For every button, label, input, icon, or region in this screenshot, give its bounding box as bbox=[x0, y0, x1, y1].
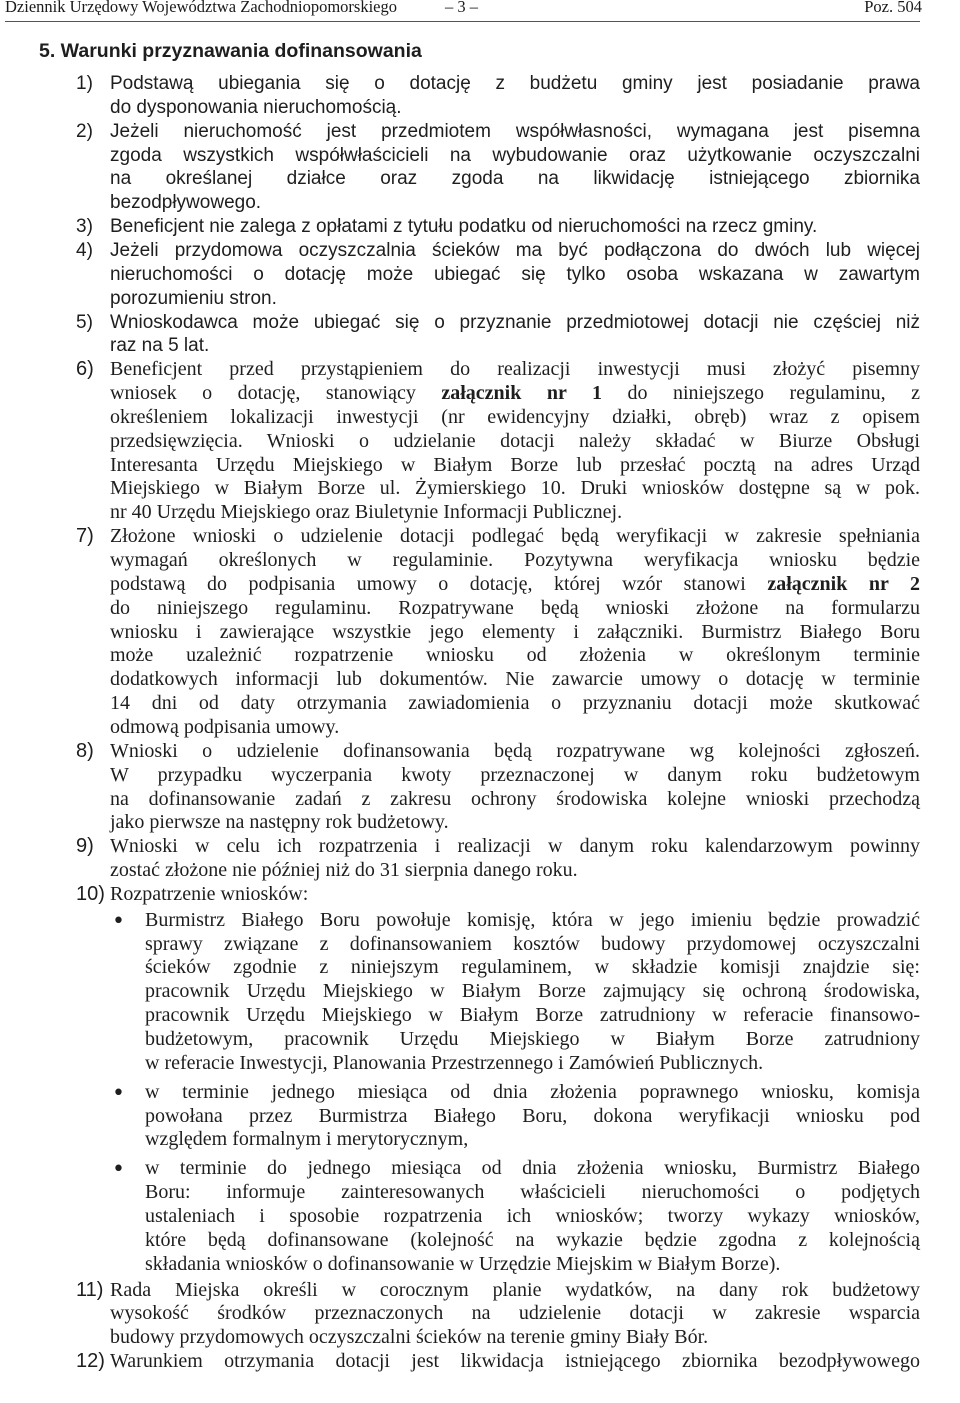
line-text: powołana przez Burmistrza Białego Boru, dokona weryfikacji wniosku pod bbox=[145, 1104, 920, 1127]
text-line bbox=[145, 1081, 920, 1105]
text-line bbox=[110, 811, 449, 835]
line-text: Podstawą ubiegania się o dotację z budżetu gminy jest posiadanie prawa bbox=[110, 73, 920, 94]
line-text: Złożone wnioski o udzielenie dotacji podlegać będą weryfikacji w zakresie spełniania bbox=[110, 525, 920, 548]
text-line bbox=[110, 597, 920, 621]
item-number: 9) bbox=[76, 835, 94, 858]
item-number: 3) bbox=[76, 216, 93, 238]
line-text: składania wniosków o dofinansowanie w Urzędzie Miejskim w Białym Borze). bbox=[145, 1252, 781, 1275]
line-text: które będą dofinansowane (kolejność na wykazie będzie zgodna z kolejnością bbox=[145, 1228, 920, 1251]
text-line bbox=[110, 144, 920, 168]
line-bold-text: załącznik nr 1 bbox=[441, 382, 602, 405]
text-line bbox=[110, 334, 209, 358]
line-text: do niniejszego regulaminu, z bbox=[627, 382, 921, 405]
text-line bbox=[110, 549, 920, 573]
text-line bbox=[145, 909, 920, 933]
text-line bbox=[110, 311, 920, 335]
line-text: w terminie do jednego miesiąca od dnia złożenia wniosku, Burmistrz Białego bbox=[145, 1157, 920, 1180]
text-line bbox=[110, 668, 920, 692]
line-text: w referacie Inwestycji, Planowania Przestrzennego i Zamówień Publicznych. bbox=[145, 1051, 764, 1074]
line-text: do niniejszego regulaminu. Rozpatrywane będą wnioski złożone na formularzu bbox=[110, 596, 920, 619]
text-line bbox=[145, 1028, 920, 1052]
text-line bbox=[110, 382, 920, 406]
text-line bbox=[110, 859, 578, 883]
text-line bbox=[145, 980, 920, 1004]
text-line bbox=[110, 215, 817, 239]
item-number: 8) bbox=[76, 739, 94, 762]
line-text: Miejskiego w Białym Borze ul. Żymierskiego 10. Druki wniosków dostępne są w pok. bbox=[110, 477, 920, 500]
text-line bbox=[145, 1105, 920, 1129]
text-line bbox=[110, 1326, 708, 1350]
item-number: 10) bbox=[76, 882, 105, 905]
text-line bbox=[110, 621, 920, 645]
line-text: może uzależnić rozpatrzenie wniosku od złożenia w określonym terminie bbox=[110, 644, 920, 667]
text-line bbox=[110, 120, 920, 144]
line-text: do dysponowania nieruchomością. bbox=[110, 96, 402, 118]
journal-title: Dziennik Urzędowy Województwa Zachodniopomorskiego bbox=[5, 0, 397, 16]
line-text: na dofinansowanie zadań z zakresu ochrony środowiska kolejne wnioski przechodzą bbox=[110, 787, 920, 810]
text-line bbox=[145, 1181, 920, 1205]
line-text: wniosek o dotację, stanowiący bbox=[110, 382, 416, 405]
text-line bbox=[145, 1004, 920, 1028]
line-text: Jeżeli nieruchomość jest przedmiotem współwłasności, wymagana jest pisemna bbox=[110, 120, 920, 142]
text-line bbox=[110, 358, 920, 382]
line-text: Wnioski o udzielenie dofinansowania będą rozpatrywane wg kolejności zgłoszeń. bbox=[110, 739, 920, 762]
text-line bbox=[110, 191, 261, 215]
line-text: pracownik Urzędu Miejskiego w Białym Borze zatrudniony w referacie finansowo- bbox=[145, 1004, 920, 1027]
line-text: W przypadku wyczerpania kwoty przeznaczonej w danym roku budżetowym bbox=[110, 763, 920, 786]
item-number: 2) bbox=[76, 120, 93, 142]
line-text: 14 dni od daty otrzymania zawiadomienia o przyznaniu dotacji może skutkować bbox=[110, 692, 920, 715]
line-text: nieruchomości o dotację może ubiegać się tylko osoba wskazana w zawartym bbox=[110, 263, 920, 285]
text-line bbox=[110, 740, 920, 764]
text-line bbox=[110, 692, 920, 716]
position-number: Poz. 504 bbox=[864, 0, 922, 16]
line-text: sprawy związane z dofinansowaniem kosztów budowy przydomowej oczyszczalni bbox=[145, 932, 920, 955]
text-line bbox=[145, 1128, 468, 1152]
line-text: budowy przydomowych oczyszczalni ścieków na terenie gminy Biały Bór. bbox=[110, 1326, 709, 1349]
item-number: 11) bbox=[76, 1278, 104, 1301]
text-line bbox=[110, 1279, 920, 1303]
text-line bbox=[110, 716, 339, 740]
text-line bbox=[145, 956, 920, 980]
line-text: zgoda wszystkich współwłaścicieli na wybudowanie oraz użytkowanie oczyszczalni bbox=[110, 144, 920, 166]
line-text: jako pierwsze na następny rok budżetowy. bbox=[110, 811, 449, 834]
text-line bbox=[110, 406, 920, 430]
section-title: 5. Warunki przyznawania dofinansowania bbox=[39, 40, 422, 62]
line-text: na określanej działce oraz zgoda na likwidację istniejącego zbiornika bbox=[110, 168, 920, 190]
text-line bbox=[145, 1052, 763, 1076]
line-text: wniosku i zawierające wszystkie jego elementy i załączniki. Burmistrz Białego Boru bbox=[110, 620, 920, 643]
text-line bbox=[110, 287, 277, 311]
line-text: względem formalnym i merytorycznym, bbox=[145, 1128, 469, 1151]
text-line bbox=[110, 167, 920, 191]
header-rule bbox=[5, 21, 920, 22]
text-line bbox=[110, 72, 920, 96]
text-line bbox=[110, 430, 920, 454]
text-line bbox=[110, 1302, 920, 1326]
line-text: określeniem lokalizacji inwestycji (nr ewidencyjny działki, obręb) wraz z opisem bbox=[110, 405, 920, 428]
line-text: pracownik Urzędu Miejskiego w Białym Borze zajmujący się ochroną środowiska, bbox=[145, 980, 920, 1003]
item-number: 5) bbox=[76, 311, 93, 333]
text-line bbox=[145, 1253, 780, 1277]
line-text: dodatkowych informacji lub dokumentów. Nie zawarcie umowy o dotację w terminie bbox=[110, 668, 920, 691]
text-line bbox=[145, 1229, 920, 1253]
line-text: raz na 5 lat. bbox=[110, 335, 210, 357]
item-number: 12) bbox=[76, 1350, 105, 1373]
text-line bbox=[110, 1350, 920, 1374]
line-text: Rozpatrzenie wniosków: bbox=[110, 882, 309, 905]
line-text: odmową podpisania umowy. bbox=[110, 715, 340, 738]
bullet-icon bbox=[112, 915, 126, 929]
line-text: bezodpływowego. bbox=[110, 192, 262, 214]
page-header bbox=[5, 0, 922, 21]
line-text: Wnioski w celu ich rozpatrzenia i realizacji w danym roku kalendarzowym powinny bbox=[110, 835, 920, 858]
line-bold-text: załącznik nr 2 bbox=[767, 572, 921, 595]
line-text: ścieków zgodnie z niniejszym regulaminem, w składzie komisji znajdzie się: bbox=[145, 956, 920, 979]
item-number: 6) bbox=[76, 358, 94, 381]
line-text: Warunkiem otrzymania dotacji jest likwidacja istniejącego zbiornika bezodpływowego bbox=[110, 1350, 920, 1373]
line-text: Wnioskodawca może ubiegać się o przyznanie przedmiotowej dotacji nie częściej niż bbox=[110, 311, 920, 333]
line-text: Rada Miejska określi w corocznym planie wydatków, na dany rok budżetowy bbox=[110, 1278, 920, 1301]
line-text: w terminie jednego miesiąca od dnia złożenia poprawnego wniosku, komisja bbox=[145, 1080, 920, 1103]
bullet-icon bbox=[112, 1087, 126, 1101]
text-line bbox=[110, 501, 622, 525]
text-line bbox=[110, 788, 920, 812]
text-line bbox=[110, 263, 920, 287]
text-line bbox=[145, 933, 920, 957]
text-line bbox=[110, 96, 402, 120]
text-line bbox=[145, 1205, 920, 1229]
item-number: 4) bbox=[76, 239, 93, 261]
line-text: ustaleniach i sposobie rozpatrzenia ich wniosków; tworzy wykazy wniosków, bbox=[145, 1204, 920, 1227]
line-text: Interesanta Urzędu Miejskiego w Białym Borze lub przesłać pocztą na adres Urząd bbox=[110, 453, 920, 476]
text-line bbox=[110, 477, 920, 501]
line-text: zostać złożone nie później niż do 31 sierpnia danego roku. bbox=[110, 859, 578, 882]
line-text: Beneficjent przed przystąpieniem do realizacji inwestycji musi złożyć pisemny bbox=[110, 358, 920, 381]
line-text: wymagań określonych w regulaminie. Pozytywna weryfikacja wniosku będzie bbox=[110, 549, 920, 571]
line-text: porozumieniu stron. bbox=[110, 287, 277, 309]
line-text: Burmistrz Białego Boru powołuje komisję, która w jego imieniu będzie prowadzić bbox=[145, 908, 920, 931]
text-line bbox=[110, 644, 920, 668]
text-line bbox=[110, 239, 920, 263]
line-text: budżetowym, pracownik Urzędu Miejskiego w Białym Borze zatrudniony bbox=[145, 1028, 920, 1050]
text-line bbox=[110, 573, 920, 597]
text-line bbox=[110, 883, 308, 907]
bullet-icon bbox=[112, 1163, 126, 1177]
text-line bbox=[110, 454, 920, 478]
line-text: Beneficjent nie zalega z opłatami z tytułu podatku od nieruchomości na rzecz gminy. bbox=[110, 216, 818, 238]
text-line bbox=[110, 525, 920, 549]
text-line bbox=[145, 1157, 920, 1181]
item-number: 1) bbox=[76, 73, 93, 94]
line-text: przedsięwzięcia. Wnioski o udzielanie dotacji należy składać w Biurze Obsługi bbox=[110, 429, 920, 452]
line-text: nr 40 Urzędu Miejskiego oraz Biuletynie Informacji Publicznej. bbox=[110, 501, 623, 524]
page-number: – 3 – bbox=[445, 0, 478, 16]
line-text: wysokość środków przeznaczonych na udzielenie dotacji w zakresie wsparcia bbox=[110, 1302, 920, 1325]
item-number: 7) bbox=[76, 525, 94, 548]
text-line bbox=[110, 835, 920, 859]
line-text: podstawą do podpisania umowy o dotację, której wzór stanowi bbox=[110, 572, 746, 595]
line-text: Jeżeli przydomowa oczyszczalnia ścieków ma być podłączona do dwóch lub więcej bbox=[110, 239, 920, 261]
text-line bbox=[110, 764, 920, 788]
line-text: Boru: informuje zainteresowanych właścicieli nieruchomości o podjętych bbox=[145, 1181, 920, 1204]
